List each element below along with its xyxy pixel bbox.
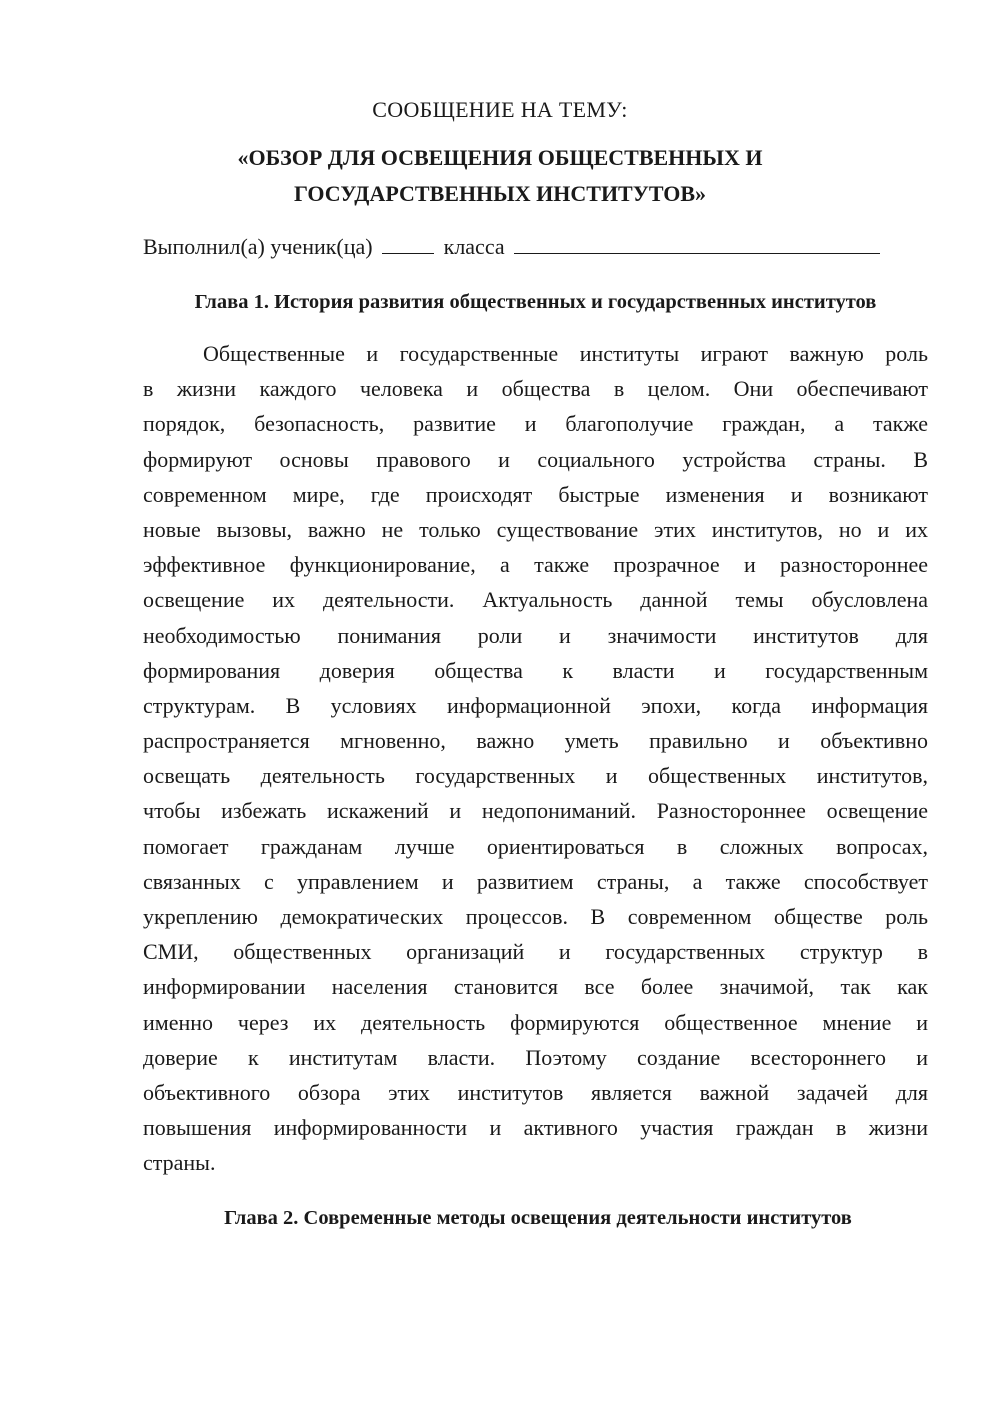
paragraph-line: повышения информированности и активного участия граждан в жизни (143, 1115, 928, 1141)
paragraph-line: доверие к институтам власти. Поэтому создание всестороннего и (143, 1044, 928, 1070)
paragraph-line: укреплению демократических процессов. В современном обществе роль (143, 904, 928, 929)
paragraph-line: формирования доверия общества к власти и государственным (143, 657, 928, 683)
paragraph-line: современном мире, где происходят быстрые изменения и возникают (143, 481, 928, 507)
paragraph-line: эффективное функционирование, а также прозрачное и разностороннее (143, 552, 928, 578)
paragraph-line: в жизни каждого человека и общества в целом. Они обеспечивают (143, 376, 928, 402)
paragraph-line: формируют основы правового и социального устройства страны. В (143, 446, 928, 472)
author-label: Выполнил(а) ученик(ца) (143, 234, 373, 259)
document-type-heading: СООБЩЕНИЕ НА ТЕМУ: (372, 97, 628, 122)
paragraph-line: Общественные и государственные институты играют важную роль (203, 341, 928, 366)
author-line (143, 230, 933, 264)
document-title-line-2: ГОСУДАРСТВЕННЫХ ИНСТИТУТОВ» (293, 181, 707, 206)
paragraph-line: необходимостью понимания роли и значимости институтов для (143, 622, 928, 648)
paragraph-line: страны. (143, 1150, 216, 1176)
paragraph-line: структурам. В условиях информационной эпохи, когда информация (143, 692, 928, 718)
paragraph-line: освещение их деятельности. Актуальность данной темы обусловлена (143, 587, 928, 613)
document-title (140, 140, 860, 212)
class-label: класса (443, 234, 505, 259)
chapter-2-heading: Глава 2. Современные методы освещения деятельности институтов (224, 1207, 852, 1229)
chapter-1-body (143, 336, 928, 1181)
paragraph-line: новые вызовы, важно не только существование этих институтов, но и их (143, 516, 928, 542)
paragraph-line: объективного обзора этих институтов является важной задачей для (143, 1079, 928, 1105)
paragraph-line: именно через их деятельность формируются общественное мнение и (143, 1009, 928, 1035)
paragraph-line: СМИ, общественных организаций и государственных структур в (143, 939, 928, 965)
paragraph-line: освещать деятельность государственных и общественных институтов, (143, 763, 928, 789)
student-name-blank (514, 231, 880, 254)
class-number-blank (382, 231, 434, 254)
paragraph-line: порядок, безопасность, развитие и благополучие граждан, а также (143, 411, 928, 437)
chapter-1-heading: Глава 1. История развития общественных и государственных институтов (194, 291, 877, 313)
paragraph-line: распространяется мгновенно, важно уметь правильно и объективно (143, 728, 928, 754)
paragraph-line: связанных с управлением и развитием страны, а также способствует (143, 868, 928, 894)
paragraph-line: помогает гражданам лучше ориентироваться в сложных вопросах, (143, 833, 928, 859)
paragraph-line: чтобы избежать искажений и недопониманий. Разностороннее освещение (143, 798, 928, 824)
document-title-line-1: «ОБЗОР ДЛЯ ОСВЕЩЕНИЯ ОБЩЕСТВЕННЫХ И (237, 145, 763, 170)
paragraph-line: информировании населения становится все более значимой, так как (143, 974, 928, 1000)
